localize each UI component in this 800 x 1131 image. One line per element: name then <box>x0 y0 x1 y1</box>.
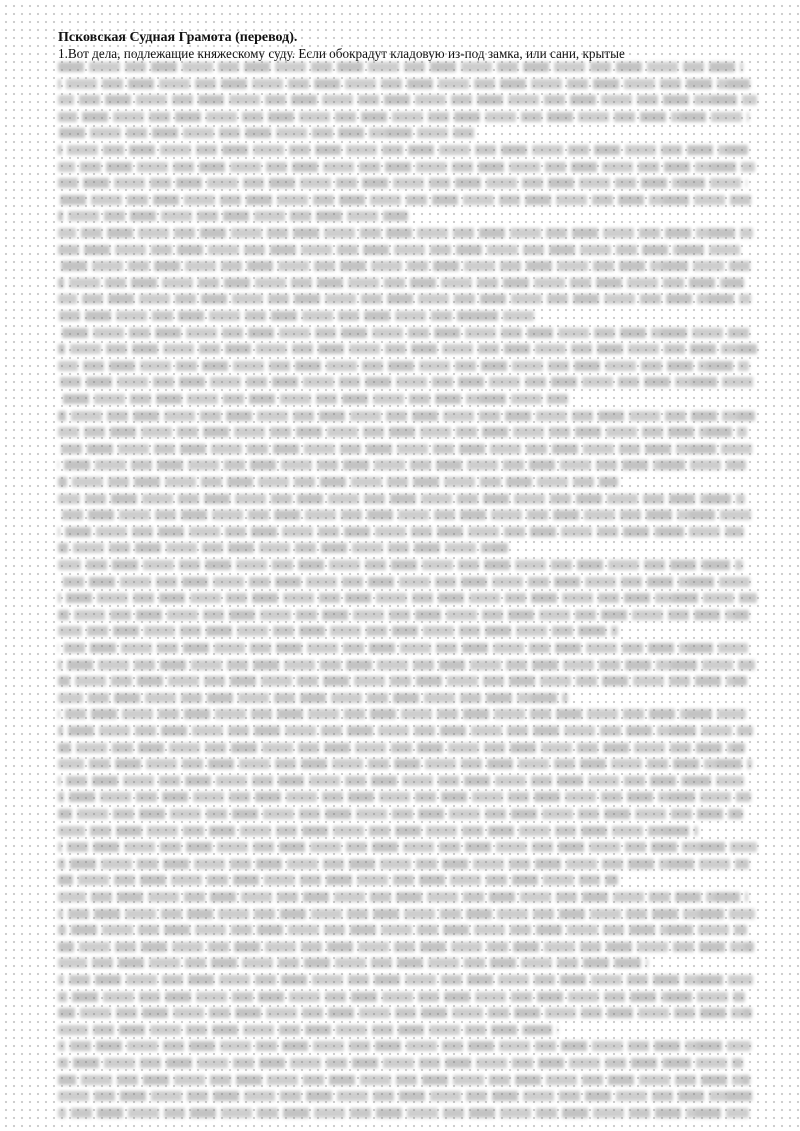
blurred-text-line <box>58 1058 743 1068</box>
blurred-text-line <box>58 62 743 72</box>
blurred-text-line <box>58 543 508 553</box>
blurred-text-line <box>58 228 753 238</box>
blurred-text-line <box>58 743 745 753</box>
blurred-text-line <box>58 195 754 205</box>
blurred-text-line <box>58 610 749 620</box>
blurred-text-line <box>58 842 757 852</box>
blurred-text-line <box>58 211 408 221</box>
blurred-text-line <box>58 494 745 504</box>
blurred-text-line <box>58 95 757 105</box>
blurred-text-line <box>58 444 754 454</box>
blurred-text-line <box>58 79 750 89</box>
blurred-text-line <box>58 776 744 786</box>
blurred-text-line <box>58 925 747 935</box>
blurred-text-line <box>58 1025 558 1035</box>
document-first-line: 1.Вот дела, подлежащие княжескому суду. Если обокрадут кладовую из-под замка, или сани, крытые <box>58 46 625 61</box>
blurred-text-line <box>58 145 748 155</box>
blurred-text-line <box>58 875 618 885</box>
blurred-text-line <box>58 643 748 653</box>
blurred-text-line <box>58 859 749 869</box>
blurred-text-line <box>58 278 744 288</box>
blurred-text-line <box>58 361 749 371</box>
blurred-text-line <box>58 261 752 271</box>
blurred-text-line <box>58 377 756 387</box>
blurred-text-line <box>58 809 743 819</box>
blurred-text-line <box>58 477 618 487</box>
blurred-text-line <box>58 660 755 670</box>
blurred-text-line <box>58 909 755 919</box>
blurred-text-line <box>58 626 618 636</box>
blurred-text-line <box>58 942 754 952</box>
blurred-text-line <box>58 245 745 255</box>
blurred-text-line <box>58 527 744 537</box>
blurred-text-line <box>58 992 745 1002</box>
blurred-text-line <box>58 577 750 587</box>
blurred-text-line <box>58 128 478 138</box>
blurred-text-line <box>58 294 751 304</box>
blurred-text-line <box>58 1008 752 1018</box>
blurred-text-line <box>58 792 751 802</box>
blurred-text-line <box>58 394 568 404</box>
blurred-text-line <box>58 892 748 902</box>
blurred-text-line <box>58 693 568 703</box>
blurred-text-line <box>58 112 749 122</box>
blurred-text-line <box>58 975 753 985</box>
blurred-text-line <box>58 427 747 437</box>
blurred-text-line <box>58 328 750 338</box>
blurred-text-line <box>58 311 538 321</box>
blurred-text-line <box>58 411 755 421</box>
blurred-text-line <box>58 958 648 968</box>
blurred-text-line <box>58 1075 750 1085</box>
blurred-text-line <box>58 593 757 603</box>
blurred-text-line <box>58 344 757 354</box>
blurred-text-line <box>58 1041 751 1051</box>
blurred-text-line <box>58 826 698 836</box>
blurred-text-line <box>58 460 746 470</box>
blurred-text-line <box>58 178 747 188</box>
blurred-text-line <box>58 1108 749 1118</box>
blurred-text-line <box>58 726 753 736</box>
blurred-text-line <box>58 759 752 769</box>
blurred-text-line <box>58 1091 757 1101</box>
blurred-text-line <box>58 676 747 686</box>
blurred-text-line <box>58 709 746 719</box>
blurred-text-line <box>58 560 743 570</box>
blurred-text-line <box>58 162 755 172</box>
document-title: Псковская Судная Грамота (перевод). <box>58 30 298 45</box>
document-page <box>58 30 758 62</box>
blurred-text-line <box>58 510 752 520</box>
